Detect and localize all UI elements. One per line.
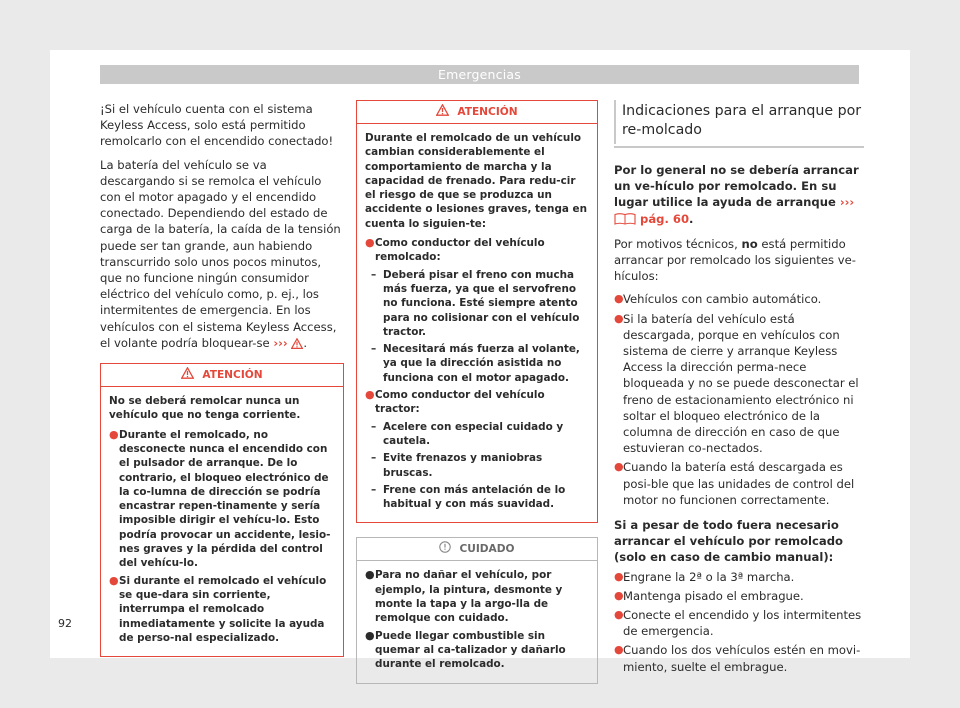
paragraph: Por motivos técnicos, no está permitido arrancar por remolcado los siguientes ve-hículos: bbox=[614, 236, 856, 284]
warning-box bbox=[356, 100, 598, 523]
step-item: ● Mantenga pisado el embrague. bbox=[614, 588, 804, 603]
list-item: ● Como conductor del vehículo tractor: bbox=[365, 388, 545, 416]
cross-reference-arrows[interactable]: ››› bbox=[839, 195, 855, 210]
sub-list-item: – Necesitará más fuerza al volante, ya que la dirección asistida no funciona con el motor apagado. bbox=[371, 343, 580, 384]
cross-reference-arrows[interactable]: ››› bbox=[273, 335, 288, 350]
paragraph: ¡Si el vehículo cuenta con el sistema Keyless Access, solo está permitido remolcarlo con el encendido conectado! bbox=[100, 102, 334, 149]
list-item: ● Durante el remolcado, no desconecte nunca el encendido con el pulsador de arranque. De lo contrario, el bloqueo electrónico de la co-lumna de dirección se podría encastrar repen-tinamente y sería imposible dirigir el vehícu-lo. Esto podría provocar un accidente, lesio-nes graves y la pérdida del control del vehícu-lo. bbox=[109, 427, 331, 570]
page-header: Emergencias bbox=[100, 65, 859, 84]
page-number: 92 bbox=[58, 617, 72, 630]
list-item: ● Si la batería del vehículo está descargada, porque en vehículos con sistema de cierre y arranque Keyless Access la dirección perma-nece bloqueada y no se puede desconectar el freno de estacionamiento electrónico ni soltar el bloqueo electrónico de la columna de dirección en caso de que estuvieran co-nectados. bbox=[614, 311, 859, 456]
warning-triangle-icon bbox=[181, 367, 202, 383]
caution-box bbox=[356, 537, 598, 683]
warning-box bbox=[100, 363, 344, 657]
column-left bbox=[100, 101, 344, 657]
warning-triangle-icon bbox=[436, 104, 457, 120]
list-item: ● Puede llegar combustible sin quemar al ca-talizador y dañarlo durante el remolcado. bbox=[365, 628, 566, 671]
column-right bbox=[614, 100, 864, 678]
list-item: ● Como conductor del vehículo remolcado: bbox=[365, 236, 545, 264]
warning-box-header bbox=[357, 101, 597, 124]
section-title: Indicaciones para el arranque por re-molcado bbox=[614, 100, 864, 148]
step-item: ● Conecte el encendido y los intermitentes de emergencia. bbox=[614, 608, 862, 639]
step-item: ● Cuando los dos vehículos estén en movi-miento, suelte el embrague. bbox=[614, 643, 861, 674]
manual-page bbox=[50, 50, 910, 674]
book-reference-icon bbox=[614, 212, 636, 229]
list-item: ● Cuando la batería está descargada es posi-ble que las unidades de control del motor no funcionen correctamente. bbox=[614, 460, 855, 507]
list-item: ● Si durante el remolcado el vehículo se que-dara sin corriente, interrumpa el remolcado inmediatamente y solicite la ayuda de perso-nal especializado. bbox=[109, 573, 327, 644]
warning-triangle-icon bbox=[291, 337, 303, 353]
info-circle-icon bbox=[439, 541, 459, 557]
warning-box-title: ATENCIÓN bbox=[457, 105, 518, 118]
caution-box-header bbox=[357, 538, 597, 561]
paragraph: La batería del vehículo se va descargando si se remolca el vehículo con el motor apagado y el encendido conectado. Dependiendo del estado de carga de la batería, la caída de la tensión puede ser tan grande, aun habiendo transcurrido solo unos pocos minutos, que no funcione ningún consumidor eléctrico del vehículo como, p. ej., los intermitentes de emergencia. En los vehículos con el sistema Keyless Access, el volante podría bloquear-se ››› . bbox=[100, 157, 344, 353]
sub-list-item: – Acelere con especial cuidado y cautela. bbox=[371, 420, 564, 447]
sub-list-item: – Frene con más antelación de lo habitual y con más suavidad. bbox=[371, 483, 566, 511]
warning-intro: Durante el remolcado de un vehículo cambian considerablemente el comportamiento de marcha y la capacidad de frenado. Para redu-cir el riesgo de que se produzca un accidente o lesiones graves, tenga en cuenta lo siguien-te: bbox=[365, 132, 587, 230]
warning-intro: No se deberá remolcar nunca un vehículo que no tenga corriente. bbox=[109, 395, 301, 422]
column-middle bbox=[356, 100, 598, 684]
sub-list-item: – Deberá pisar el freno con mucha más fuerza, ya que el servofreno no funciona. Esté siempre atento para no colisionar con el vehículo tractor. bbox=[371, 268, 580, 338]
paragraph-bold: Si a pesar de todo fuera necesario arrancar el vehículo por remolcado (solo en caso de cambio manual): bbox=[614, 518, 843, 565]
caution-box-title: CUIDADO bbox=[459, 543, 515, 556]
warning-box-title: ATENCIÓN bbox=[202, 368, 263, 381]
step-item: ● Engrane la 2ª o la 3ª marcha. bbox=[614, 569, 795, 584]
sub-list-item: – Evite frenazos y maniobras bruscas. bbox=[371, 452, 543, 479]
list-item: ● Vehículos con cambio automático. bbox=[614, 292, 822, 307]
page-reference-link[interactable]: pág. 60 bbox=[640, 211, 690, 226]
list-item: ● Para no dañar el vehículo, por ejemplo, la pintura, desmonte y monte la tapa y la argo-lla de remolque con cuidado. bbox=[365, 568, 563, 625]
paragraph: Por lo general no se debería arrancar un ve-hículo por remolcado. En su lugar utilice la ayuda de arranque ››› pág. 60. bbox=[614, 162, 864, 229]
warning-box-header bbox=[101, 364, 343, 387]
